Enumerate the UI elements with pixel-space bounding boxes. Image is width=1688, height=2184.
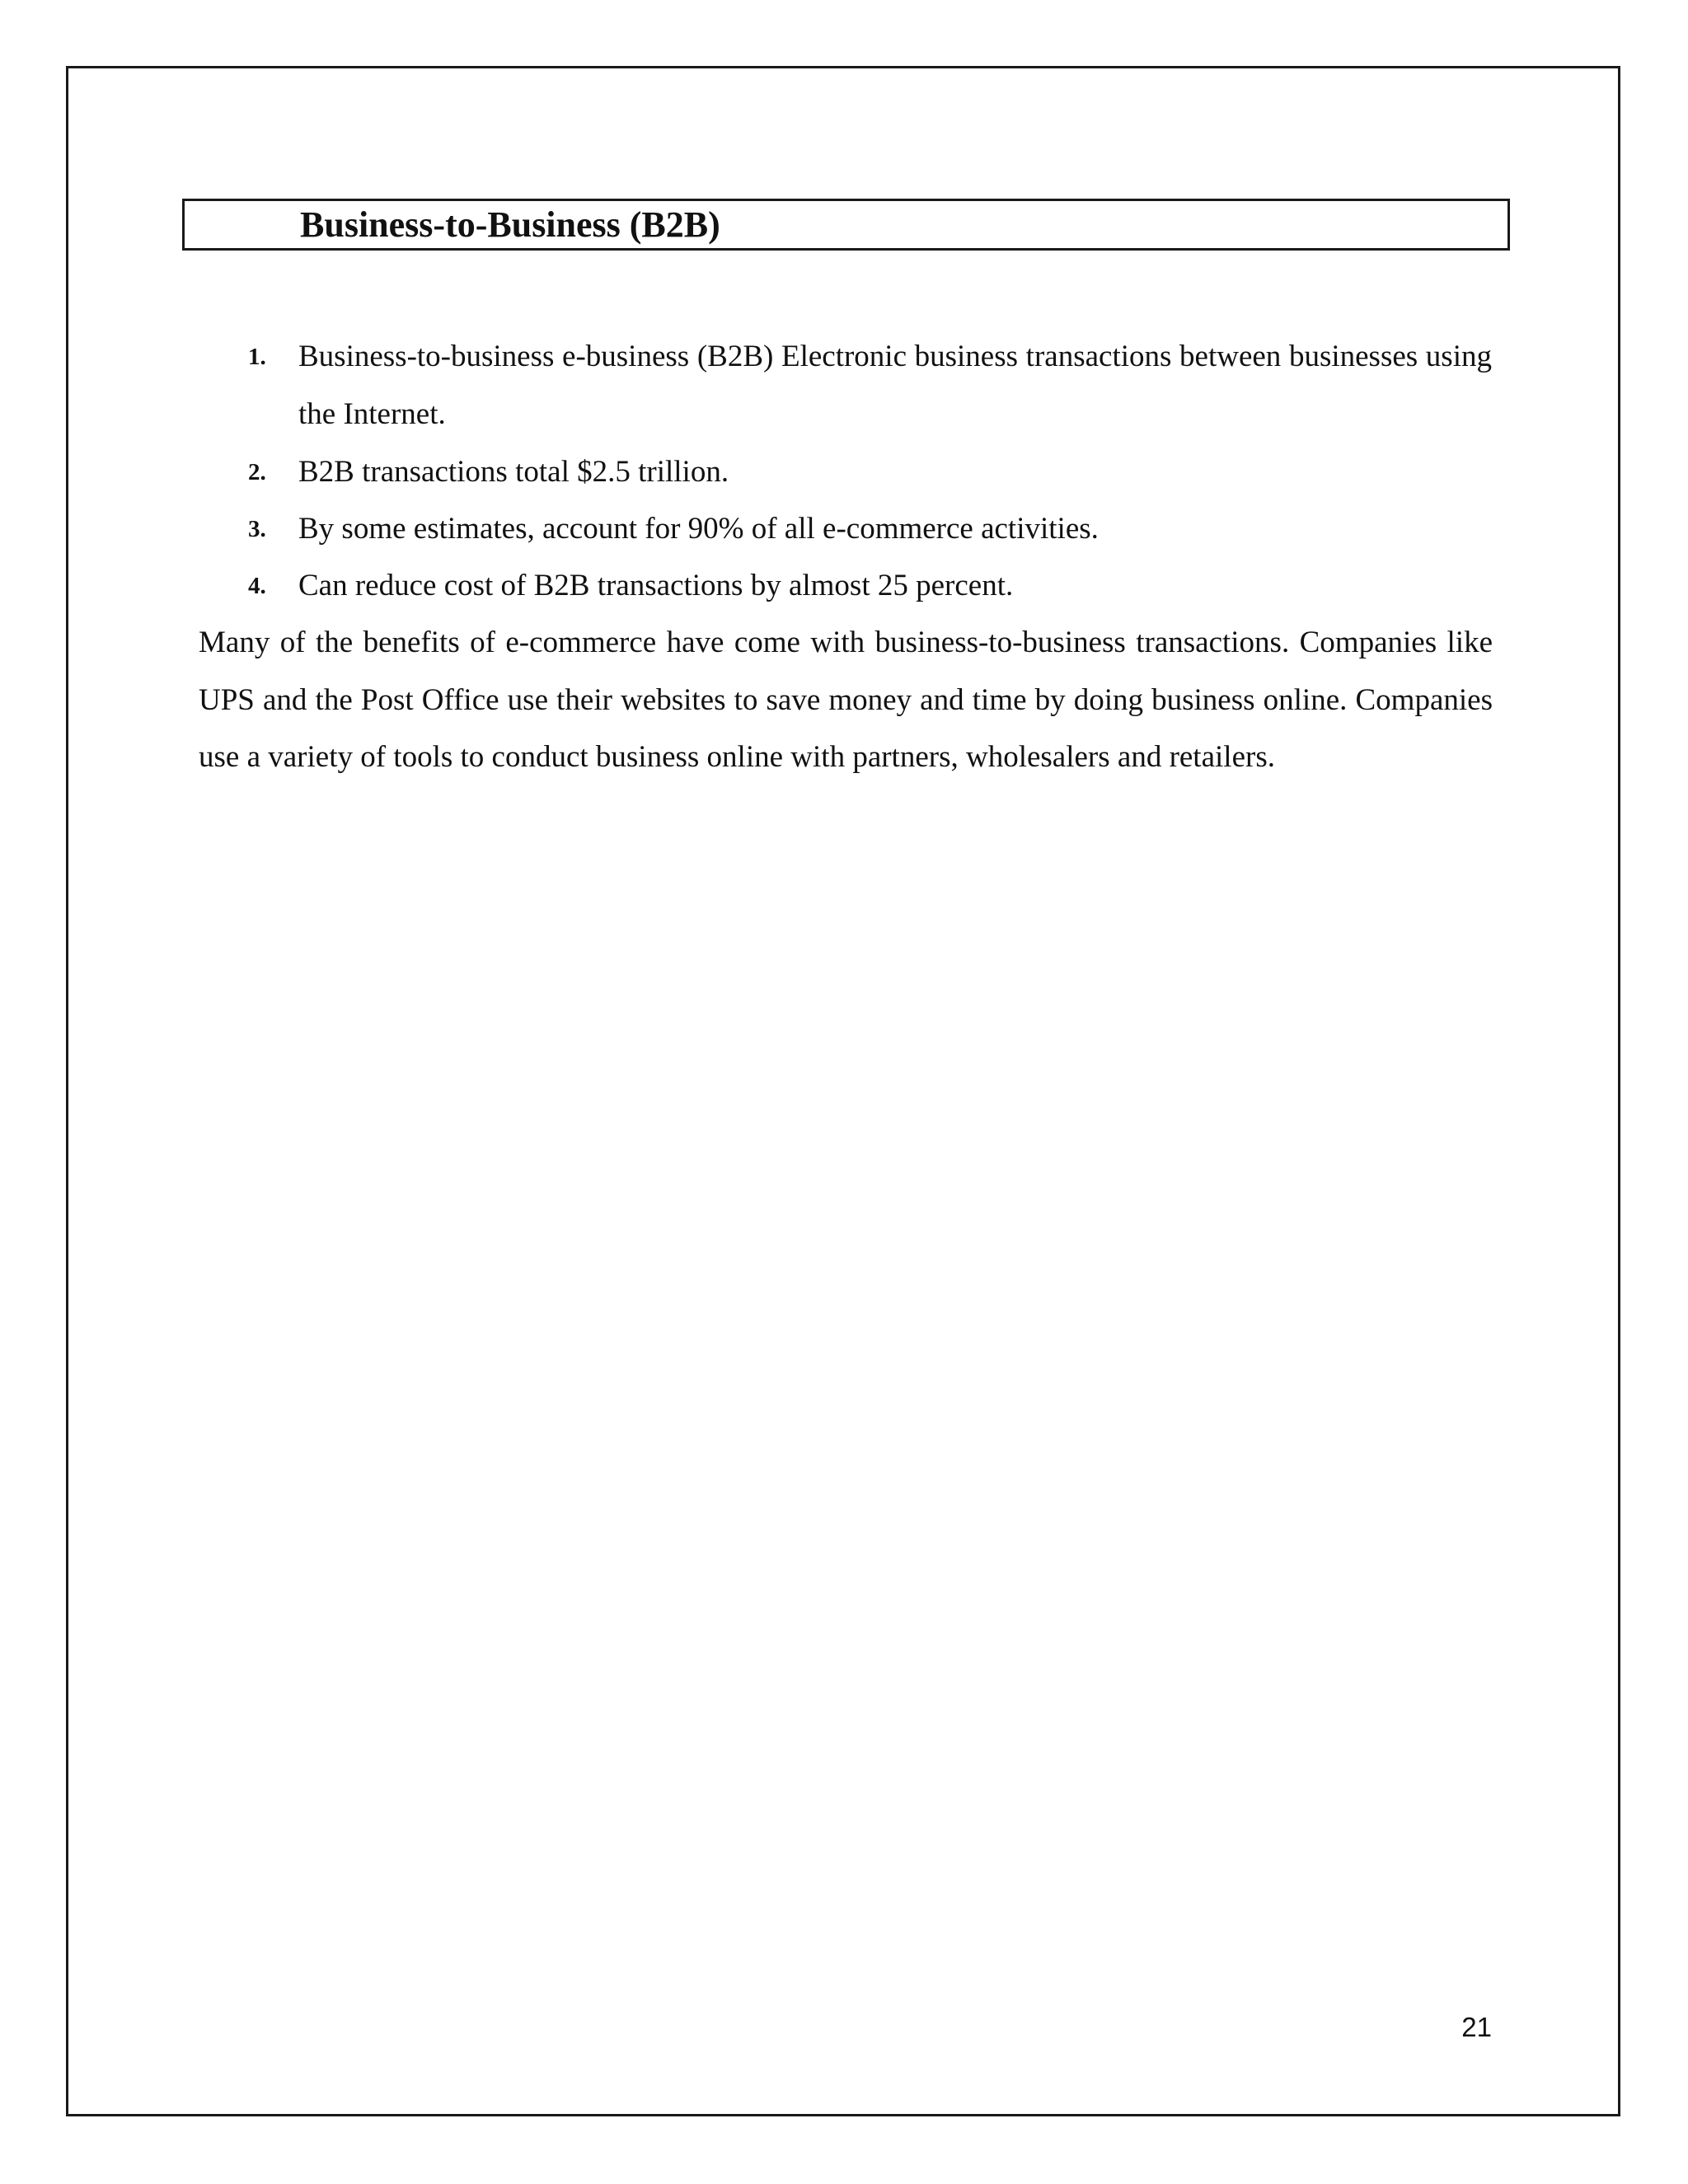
list-item-number: 3.: [248, 516, 266, 542]
list-item: [0, 443, 1688, 501]
list-item-number: 2.: [248, 459, 266, 485]
list-item-number: 4.: [248, 573, 266, 599]
list-item-text: By some estimates, account for 90% of all e-commerce activities.: [298, 512, 1099, 546]
page-number: 21: [1461, 2012, 1492, 2042]
list-item: [0, 500, 1688, 558]
list-item-number: 1.: [248, 344, 266, 370]
section-heading-box: [182, 199, 1510, 251]
body-paragraph: Many of the benefits of e-commerce have come with business-to-business transactions. Companies like UPS and the Post Office use their websites to save money and time by doing business online. Companies use a variety of tools to conduct business online with partners, wholesalers and retailers.: [199, 626, 1493, 774]
list-item: [0, 328, 1688, 443]
list-item: [0, 557, 1688, 615]
list-item-text: Business-to-business e-business (B2B) Electronic business transactions between businesses using the Internet.: [298, 340, 1492, 431]
list-item-text: B2B transactions total $2.5 trillion.: [298, 455, 729, 489]
section-heading: Business-to-Business (B2B): [300, 204, 720, 245]
list-item-text: Can reduce cost of B2B transactions by almost 25 percent.: [298, 569, 1014, 602]
